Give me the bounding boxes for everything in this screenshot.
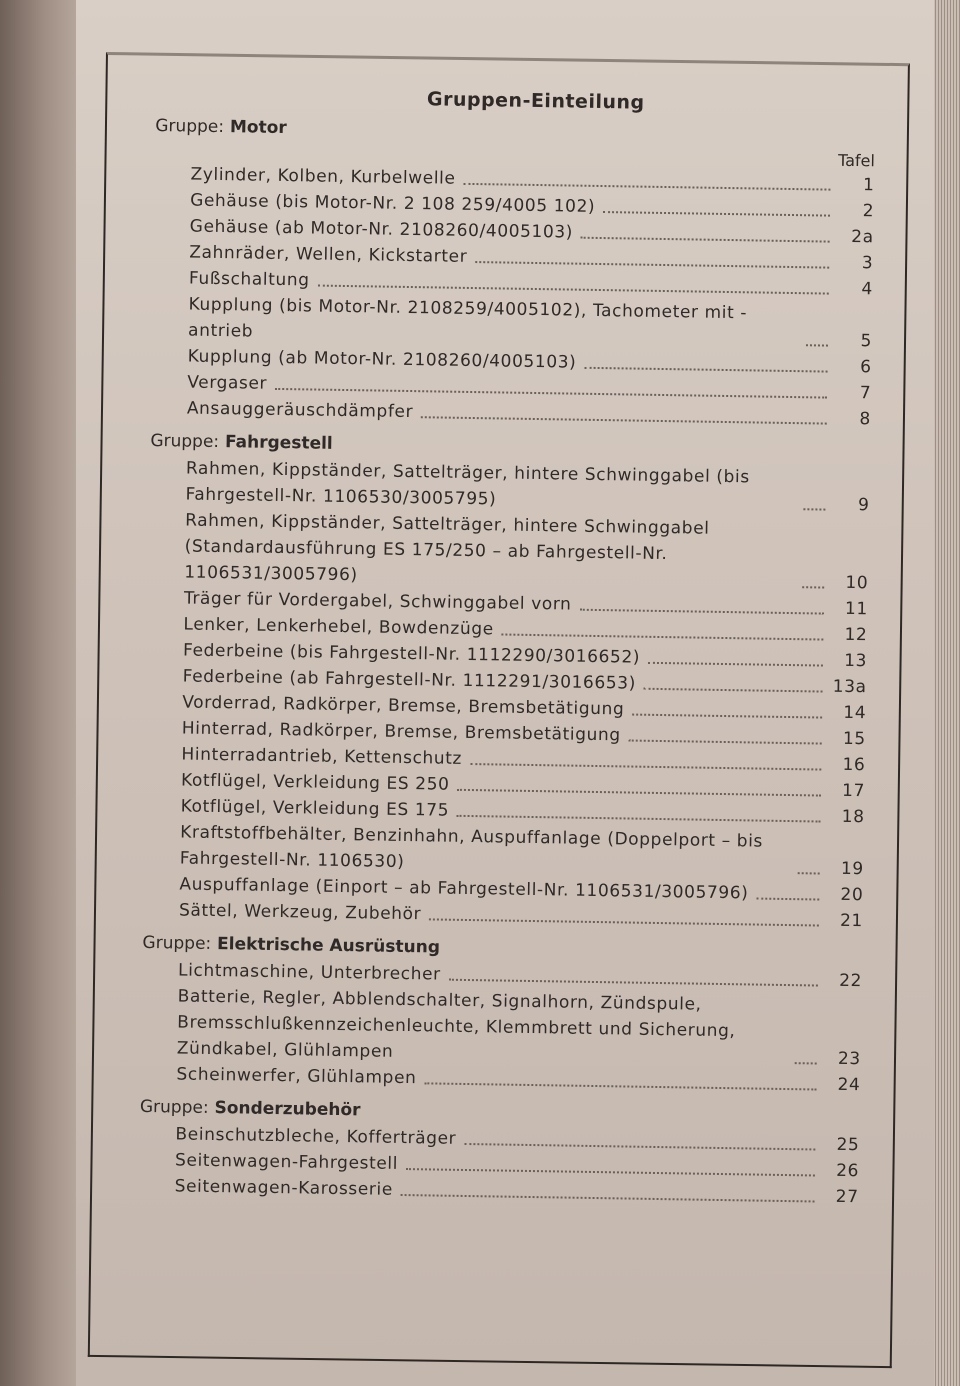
tafel-number: 16 [842, 754, 866, 776]
dot-leader [463, 183, 830, 191]
tafel-number: 26 [836, 1160, 860, 1182]
entry-text: Hinterrad, Radkörper, Bremse, Bremsbetätigung [181, 718, 621, 746]
dot-leader [806, 344, 828, 346]
dot-leader [475, 261, 829, 269]
dot-leader [629, 740, 822, 745]
tafel-number: 11 [844, 598, 868, 620]
entry-text: Kotflügel, Verkleidung ES 250 [180, 770, 450, 795]
group-sonderzubehoer [138, 1097, 860, 1210]
entry-text: Rahmen, Kippständer, Sattelträger, hintere Schwinggabel (bis Fahrgestell-Nr. 1106530/3005795) [185, 458, 756, 510]
entry-text: Zahnräder, Wellen, Kickstarter [189, 242, 468, 267]
entry-text: Batterie, Regler, Abblendschalter, Signalhorn, Zündspule, Bremsschlußkennzeichenleuchte, Klemmbrett und Sicherung, Zündkabel, Glühlampen [176, 986, 742, 1062]
entry-text: Auspuffanlage (Einport – ab Fahrgestell-Nr. 1106531/3005796) [179, 874, 749, 904]
group-prefix: Gruppe: [150, 430, 220, 453]
dot-leader [802, 586, 824, 588]
dot-leader [406, 1168, 815, 1176]
dot-leader [581, 237, 830, 243]
tafel-number: 3 [861, 253, 874, 274]
entry-text: Seitenwagen-Karosserie [174, 1176, 394, 1200]
tafel-number: 27 [835, 1186, 859, 1208]
entry-text: Gehäuse (ab Motor-Nr. 2108260/4005103) [189, 216, 574, 243]
entry-text: Vorderrad, Radkörper, Bremse, Bremsbetätigung [182, 692, 625, 720]
tafel-number: 8 [859, 409, 871, 430]
tafel-number: 2 [862, 201, 875, 222]
dot-leader [429, 918, 819, 926]
tafel-number: 24 [837, 1074, 861, 1096]
tafel-number: 17 [841, 780, 866, 802]
entry-text: Seitenwagen-Fahrgestell [174, 1150, 399, 1174]
document-page [76, 0, 934, 1386]
tafel-number: 4 [861, 279, 874, 300]
dot-leader [803, 508, 825, 510]
dot-leader [457, 815, 821, 823]
group-prefix: Gruppe: [142, 932, 212, 954]
entry-text: Kupplung (bis Motor-Nr. 2108259/4005102), Tachometer mit -antrieb [187, 294, 748, 342]
tafel-number: 19 [840, 858, 864, 880]
dot-leader [644, 688, 823, 693]
entry-text: Fußschaltung [188, 268, 310, 291]
entry-text: Zylinder, Kolben, Kurbelwelle [190, 164, 456, 189]
dot-leader [632, 714, 822, 719]
tafel-number: 2a [851, 226, 874, 248]
tafel-number: 6 [860, 357, 872, 378]
group-name: Elektrische Ausrüstung [216, 934, 441, 958]
entry-text: Federbeine (ab Fahrgestell-Nr. 1112291/3016653) [182, 666, 637, 694]
dot-leader [648, 662, 823, 667]
dot-leader [464, 1143, 815, 1151]
toc-entry [141, 983, 862, 1072]
group-prefix: Gruppe: [155, 115, 225, 138]
entry-text: Kraftstoffbehälter, Benzinhahn, Auspuffanlage (Doppelport – bis Fahrgestell-Nr. 1106530) [179, 822, 770, 872]
dot-leader [317, 285, 828, 295]
dot-leader [584, 367, 827, 373]
tafel-number: 15 [842, 728, 866, 750]
group-fahrgestell [143, 431, 871, 934]
entry-text: Hinterradantrieb, Kettenschutz [181, 744, 463, 769]
entry-text: Kupplung (ab Motor-Nr. 2108260/4005103) [187, 346, 577, 373]
dot-leader [502, 633, 824, 640]
dot-leader [421, 416, 827, 424]
entry-text: Rahmen, Kippständer, Sattelträger, hintere Schwinggabel (Standardausführung ES 175/250 – ab Fahrgestell-Nr. 1106531/3005796) [184, 510, 716, 586]
tafel-number: 23 [837, 1048, 861, 1070]
tafel-number: 10 [845, 572, 869, 594]
dot-leader [795, 1062, 817, 1064]
dot-leader [424, 1082, 816, 1090]
tafel-number: 9 [857, 495, 870, 516]
tafel-number: 21 [839, 910, 864, 932]
entry-text: Lenker, Lenkerhebel, Bowdenzüge [183, 614, 494, 640]
dot-leader [756, 898, 819, 901]
entry-text: Federbeine (bis Fahrgestell-Nr. 1112290/3016652) [182, 640, 641, 668]
entry-text: Ansauggeräuschdämpfer [186, 398, 414, 423]
group-prefix: Gruppe: [139, 1096, 209, 1118]
entry-text: Vergaser [187, 372, 268, 394]
dot-leader [603, 211, 830, 217]
dot-leader [457, 789, 821, 797]
dot-leader [275, 388, 827, 399]
group-name: Motor [229, 117, 287, 139]
dot-leader [470, 763, 821, 771]
toc-entry [148, 507, 869, 596]
group-name: Sonderzubehör [214, 1098, 361, 1121]
tafel-number: 13a [832, 676, 867, 698]
dot-leader [579, 609, 823, 615]
book-page-edges [930, 0, 960, 1386]
group-motor [151, 116, 876, 432]
tafel-number: 12 [844, 624, 868, 646]
tafel-number: 25 [836, 1134, 860, 1156]
page-title: Gruppen-Einteilung [426, 88, 645, 114]
tafel-column-header: Tafel [837, 150, 876, 171]
entry-text: Beinschutzbleche, Kofferträger [175, 1124, 457, 1149]
tafel-number: 14 [843, 702, 867, 724]
table-of-contents [138, 84, 875, 1210]
tafel-number: 7 [859, 383, 872, 404]
entry-text: Kotflügel, Verkleidung ES 175 [180, 796, 450, 821]
entry-text: Scheinwerfer, Glühlampen [176, 1064, 417, 1089]
dot-leader [449, 979, 818, 987]
book-spine-shadow [0, 0, 76, 1386]
tafel-number: 13 [844, 650, 868, 672]
tafel-number: 1 [862, 175, 875, 196]
dot-leader [798, 872, 820, 874]
entry-text: Gehäuse (bis Motor-Nr. 2 108 259/4005 102) [190, 190, 596, 217]
tafel-number: 20 [840, 884, 864, 906]
entry-text: Sättel, Werkzeug, Zubehör [178, 900, 422, 925]
group-elektrische-ausruestung [140, 933, 862, 1098]
entry-text: Lichtmaschine, Unterbrecher [177, 960, 441, 985]
entry-text: Träger für Vordergabel, Schwinggabel vorn [183, 588, 572, 615]
group-name: Fahrgestell [224, 432, 333, 454]
dot-leader [401, 1194, 815, 1202]
tafel-number: 18 [841, 806, 865, 828]
tafel-number: 22 [838, 970, 863, 992]
tafel-number: 5 [860, 331, 873, 352]
